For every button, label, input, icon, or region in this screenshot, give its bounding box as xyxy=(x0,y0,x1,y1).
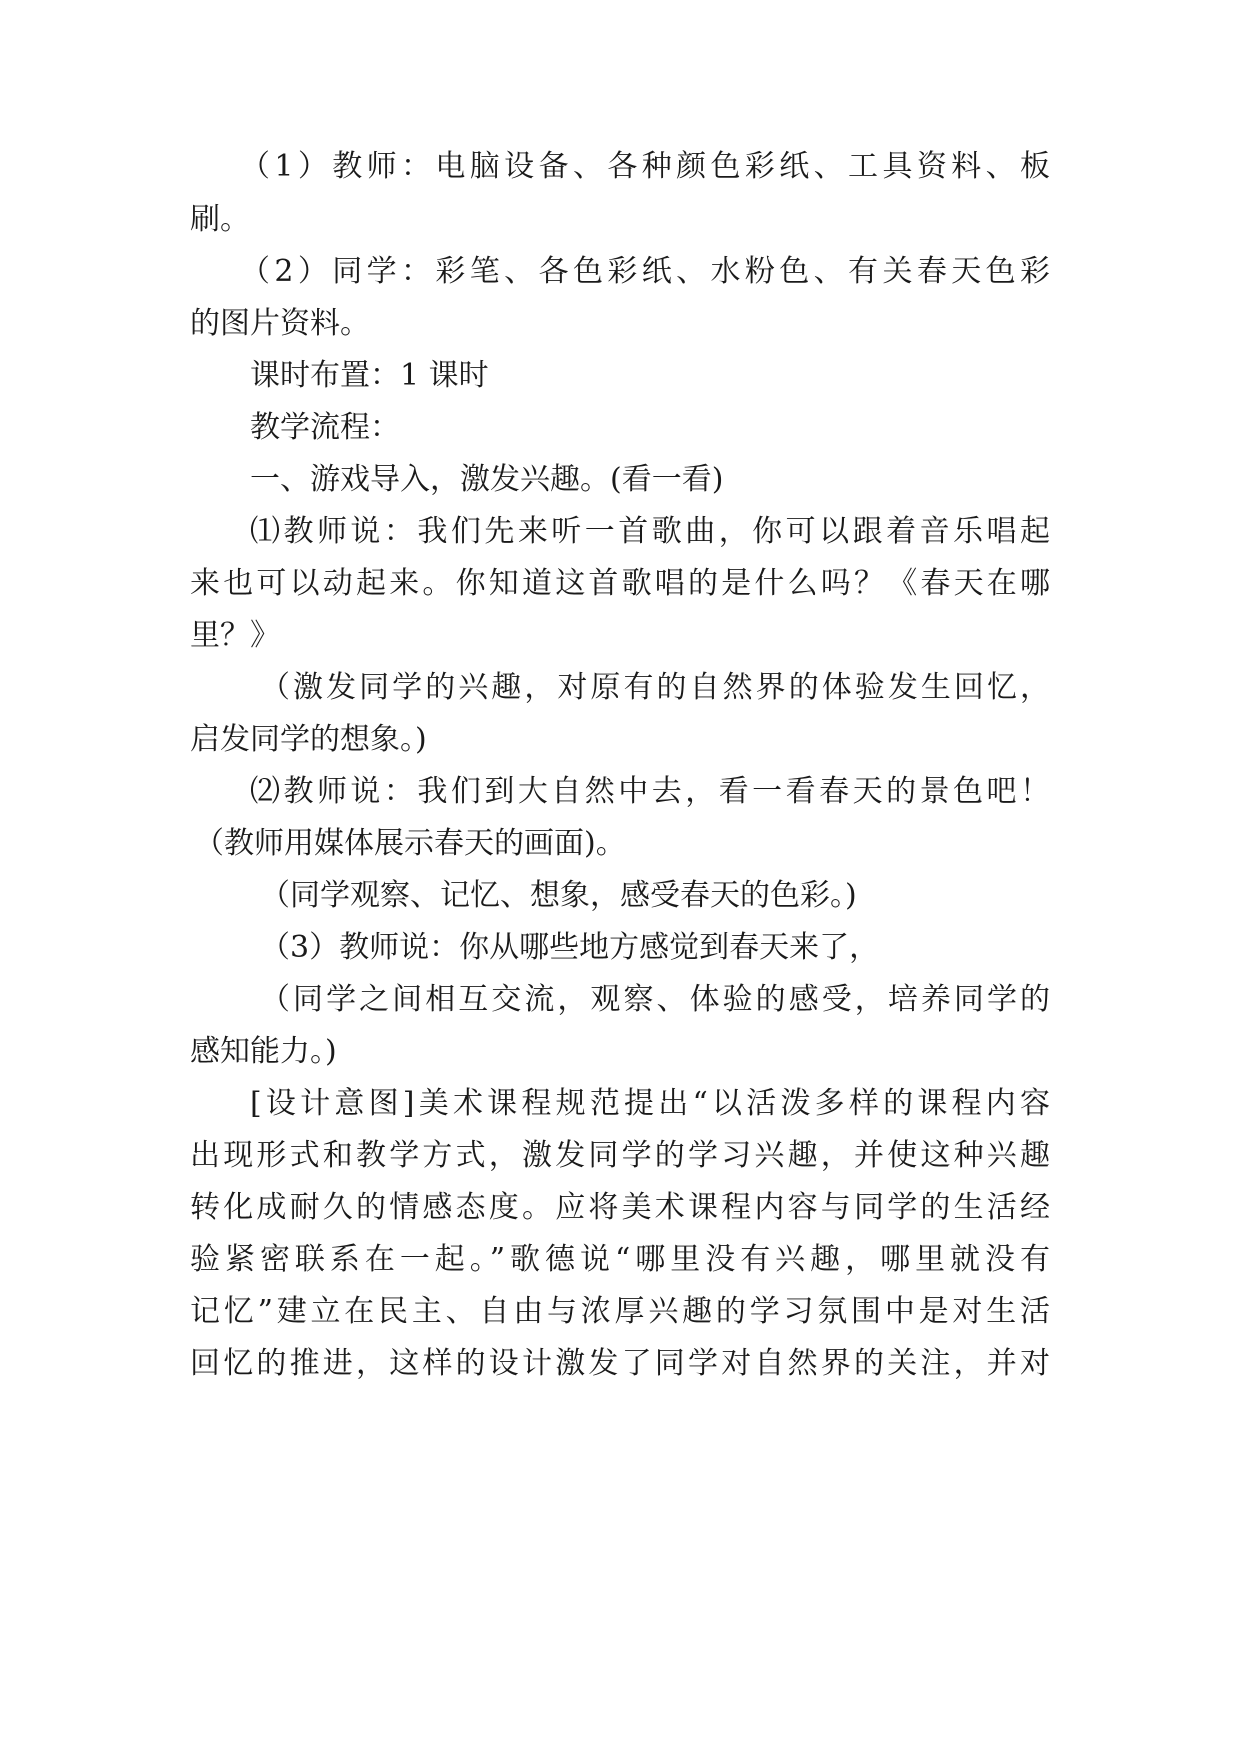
text-line-design-intent: [设计意图]美术课程规范提出“以活泼多样的课程内容 xyxy=(250,1086,1050,1121)
text-line-student-exchange: （同学之间相互交流，观察、体验的感受，培养同学的 xyxy=(260,982,1050,1017)
text-line-student-observe: （同学观察、记忆、想象，感受春天的色彩。) xyxy=(260,878,857,913)
text-line-design-intent-4: 验紧密联系在一起。”歌德说“哪里没有兴趣，哪里就没有 xyxy=(190,1242,1050,1277)
text-line-materials-teacher-cont: 刷。 xyxy=(190,202,250,237)
text-line-teacher-says-1: ⑴教师说：我们先来听一首歌曲，你可以跟着音乐唱起 xyxy=(250,514,1050,549)
text-line-teacher-shows-media: （教师用媒体展示春天的画面)。 xyxy=(194,826,626,861)
text-line-design-intent-6: 回忆的推进，这样的设计激发了同学对自然界的关注，并对 xyxy=(190,1346,1050,1381)
text-line-teacher-says-3: （3）教师说：你从哪些地方感觉到春天来了， xyxy=(260,930,880,965)
text-line-stimulate-interest: （激发同学的兴趣，对原有的自然界的体验发生回忆， xyxy=(260,670,1050,705)
text-line-design-intent-3: 转化成耐久的情感态度。应将美术课程内容与同学的生活经 xyxy=(190,1190,1050,1225)
text-line-design-intent-5: 记忆”建立在民主、自由与浓厚兴趣的学习氛围中是对生活 xyxy=(190,1294,1050,1329)
text-line-lesson-hours: 课时布置：1 课时 xyxy=(250,358,489,393)
text-line-materials-teacher: （1）教师：电脑设备、各种颜色彩纸、工具资料、板 xyxy=(240,149,1050,184)
text-line-teaching-flow: 教学流程： xyxy=(250,410,400,445)
text-line-teacher-says-1-cont: 来也可以动起来。你知道这首歌唱的是什么吗？《春天在哪 xyxy=(190,566,1050,601)
text-line-stimulate-interest-cont: 启发同学的想象。) xyxy=(190,722,427,757)
text-line-student-exchange-cont: 感知能力。) xyxy=(190,1034,337,1069)
text-line-materials-student: （2）同学：彩笔、各色彩纸、水粉色、有关春天色彩 xyxy=(240,254,1050,289)
section-heading-game-intro: 一、游戏导入，激发兴趣。(看一看) xyxy=(250,462,724,497)
text-line-materials-student-cont: 的图片资料。 xyxy=(190,306,370,341)
text-line-design-intent-2: 出现形式和教学方式，激发同学的学习兴趣，并使这种兴趣 xyxy=(190,1138,1050,1173)
text-line-teacher-says-1-end: 里？》 xyxy=(190,618,280,653)
text-line-teacher-says-2: ⑵教师说：我们到大自然中去，看一看春天的景色吧！ xyxy=(250,774,1050,809)
